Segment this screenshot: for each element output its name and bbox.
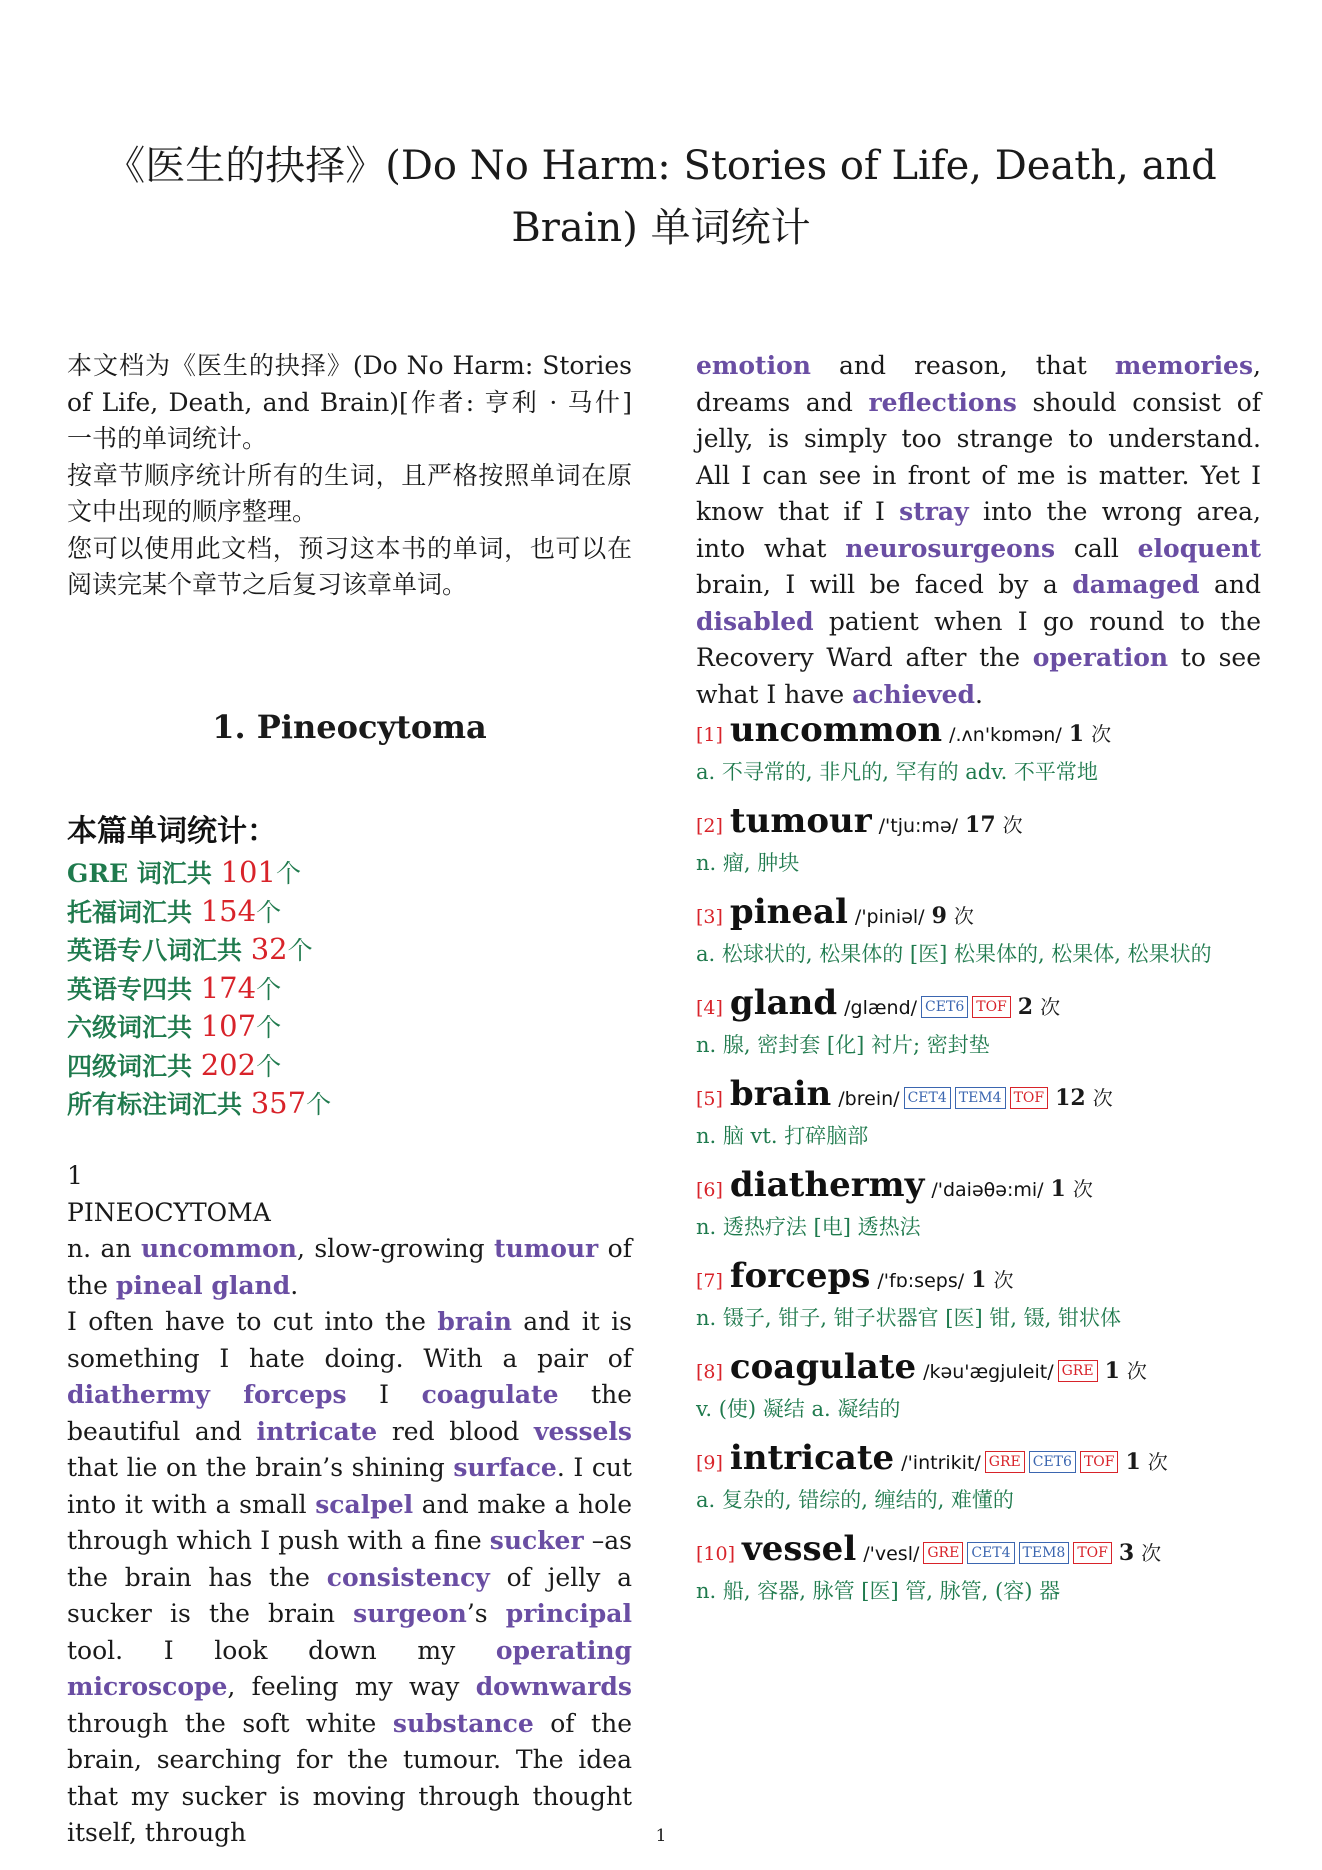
entry-index: [5]: [696, 1088, 723, 1110]
entry-head: [696, 983, 1261, 1028]
chapter-text: [67, 1158, 632, 1852]
entry-phonetic: /'piniəl/: [854, 906, 925, 928]
entry-phonetic: /brein/: [838, 1088, 900, 1110]
chapter-paragraph-continued: emotion and reason, that memories, dreams and reflections should consist of jelly, is simply too strange to understand. All I can see in front of me is matter. Yet I know that if I stray into the wrong area, into what neurosurgeons call eloquent brain, I will be faced by a damaged and disabled patient when I go round to the Recovery Ward after the operation to see what I have achieved.: [696, 351, 1261, 709]
stat-row: [67, 970, 632, 1009]
entry-count: 2: [1017, 994, 1034, 1020]
vocab-word: operation: [1032, 643, 1169, 672]
entry-count-unit: 次: [953, 904, 974, 928]
vocab-word: reflections: [868, 387, 1017, 417]
page-number: 1: [655, 1826, 667, 1846]
stat-count: 202: [200, 1047, 257, 1082]
entry-phonetic: /'daiəθə:mi/: [931, 1179, 1044, 1201]
entry-word: pineal: [729, 892, 848, 932]
vocab-word: disabled: [696, 606, 814, 636]
stat-count: 357: [250, 1086, 307, 1120]
entry-word: gland: [729, 983, 838, 1023]
vocab-word: neurosurgeons: [845, 533, 1056, 563]
entry-phonetic: /'intrikit/: [901, 1452, 981, 1474]
entry-head: [696, 1529, 1261, 1574]
chapter-title: 1. Pineocytoma: [212, 708, 487, 746]
stat-label: 托福词汇共: [67, 897, 201, 927]
stat-unit: 个: [256, 897, 282, 927]
stat-row: [67, 1008, 632, 1047]
vocab-word: coagulate: [421, 1380, 559, 1409]
entry-count-unit: 次: [1072, 1177, 1093, 1201]
stat-count: 174: [200, 970, 257, 1005]
left-column: [67, 348, 633, 1847]
word-entry: [696, 710, 1261, 789]
entry-count: 12: [1055, 1085, 1086, 1111]
stat-unit: 个: [275, 859, 301, 888]
entry-index: [9]: [696, 1452, 723, 1474]
entry-count-unit: 次: [1141, 1541, 1162, 1565]
vocab-word: sucker: [489, 1526, 584, 1555]
word-entry: [696, 1165, 1261, 1244]
word-entry: [696, 1529, 1261, 1608]
level-tag: TOF: [972, 996, 1011, 1018]
word-entry: [696, 1438, 1261, 1517]
stat-unit: 个: [306, 1090, 332, 1119]
vocab-word: diathermy forceps: [67, 1380, 347, 1409]
vocab-word: uncommon: [140, 1234, 297, 1263]
entry-phonetic: /glænd/: [844, 997, 918, 1019]
entry-index: [10]: [696, 1543, 736, 1565]
entry-head: [696, 1347, 1261, 1392]
stat-count: 32: [250, 932, 288, 966]
stat-row: [67, 931, 632, 970]
vocab-word: tumour: [494, 1234, 599, 1263]
entry-count: 1: [1125, 1449, 1141, 1475]
entry-definition: n. 镊子, 钳子, 钳子状器官 [医] 钳, 镊, 钳状体: [696, 1306, 1122, 1330]
level-tag: TOF: [1080, 1451, 1119, 1473]
stat-label: 六级词汇共: [67, 1013, 201, 1042]
entry-count-unit: 次: [1092, 1086, 1113, 1110]
word-entry: [696, 983, 1261, 1062]
level-tag: GRE: [985, 1451, 1025, 1473]
stat-row: [67, 1047, 632, 1086]
entry-count-unit: 次: [993, 1268, 1014, 1292]
vocab-word: stray: [899, 497, 969, 526]
stats-heading: 本篇单词统计：: [67, 814, 277, 849]
word-entry: [696, 1074, 1261, 1153]
stat-row: [67, 854, 632, 893]
entry-definition: n. 船, 容器, 脉管 [医] 管, 脉管, (容) 器: [696, 1579, 1061, 1603]
entry-count-unit: 次: [1091, 722, 1112, 746]
stat-label: 英语专四共: [67, 974, 201, 1004]
entry-word: tumour: [729, 801, 872, 841]
entry-count: 1: [1104, 1358, 1120, 1384]
vocab-word: principal: [505, 1599, 632, 1628]
level-tag: TOF: [1010, 1087, 1049, 1109]
entry-count: 1: [971, 1267, 987, 1293]
entry-word: coagulate: [729, 1347, 917, 1387]
entry-index: [3]: [696, 906, 723, 928]
stat-label: 四级词汇共: [67, 1051, 201, 1081]
intro: [67, 348, 632, 604]
entry-count: 17: [965, 812, 996, 838]
level-tag: TEM8: [1019, 1542, 1070, 1564]
stat-row: [67, 893, 632, 932]
entry-word: forceps: [729, 1256, 871, 1296]
entry-count: 9: [931, 903, 947, 929]
entry-definition: a. 复杂的, 错综的, 缠结的, 难懂的: [696, 1488, 1014, 1512]
vocab-word: surgeon: [353, 1599, 467, 1628]
vocab-word: damaged: [1072, 570, 1200, 599]
entry-index: [2]: [696, 815, 723, 837]
entry-count: 1: [1050, 1176, 1066, 1202]
entry-phonetic: /'tju:mə/: [878, 815, 959, 837]
entry-index: [6]: [696, 1179, 723, 1201]
chapter-paragraph: n. an uncommon, slow-growing tumour of the pineal gland. I often have to cut into the brain and it is something I hate doing. With a pair of diathermy forceps I coagulate the beautiful and intricate red blood vessels that lie on the brain’s shining surface. I cut into it with a small scalpel and make a hole through which I push with a fine sucker –as the brain has the consistency of jelly a sucker is the brain surgeon’s principal tool. I look down my operating microscope, feeling my way downwards through the soft white substance of the brain, searching for the tumour. The idea that my sucker is moving through thought itself, through: [67, 1234, 633, 1847]
vocab-word: intricate: [256, 1416, 378, 1446]
entry-word: vessel: [742, 1529, 857, 1569]
vocab-word: scalpel: [315, 1489, 414, 1519]
entry-phonetic: /kəu'ægjuleit/: [923, 1361, 1054, 1383]
level-tag: CET4: [904, 1087, 951, 1109]
level-tag: CET6: [921, 996, 968, 1018]
entry-definition: n. 瘤, 肿块: [696, 851, 800, 875]
entry-head: [696, 1165, 1261, 1210]
stat-label: GRE 词汇共: [67, 859, 221, 888]
chapter-number: 1: [67, 1161, 83, 1190]
vocab-word: achieved: [852, 679, 976, 709]
entry-word: intricate: [729, 1438, 895, 1478]
stats-list: [67, 854, 632, 1124]
entry-head: [696, 1256, 1261, 1301]
stat-count: 154: [200, 893, 257, 928]
entry-index: [8]: [696, 1361, 723, 1383]
page-title: 《医生的抉择》(Do No Harm: Stories of Life, Death, and Brain) 单词统计: [105, 143, 1217, 251]
entry-definition: a. 松球状的, 松果体的 [医] 松果体的, 松果体, 松果状的: [696, 942, 1212, 966]
vocab-word: memories: [1114, 351, 1254, 380]
vocab-word: downwards: [475, 1672, 632, 1701]
entry-phonetic: /'fɒ:seps/: [877, 1270, 965, 1292]
word-entry: [696, 1347, 1261, 1426]
intro-line: 您可以使用此文档，预习这本书的单词，也可以在阅读完某个章节之后复习该章单词。: [67, 533, 632, 599]
entry-head: [696, 710, 1261, 755]
vocab-word: operating microscope: [67, 1635, 632, 1701]
stat-count: 101: [220, 855, 276, 889]
level-tag: TEM4: [955, 1087, 1006, 1109]
stat-label: 英语专八词汇共: [67, 936, 251, 965]
entry-count: 1: [1068, 721, 1085, 747]
entry-count-unit: 次: [1040, 995, 1061, 1019]
entry-head: [696, 1438, 1261, 1483]
stat-unit: 个: [256, 1013, 282, 1042]
level-tag: TOF: [1073, 1542, 1112, 1564]
vocab-word: surface: [453, 1453, 557, 1482]
stat-count: 107: [200, 1009, 257, 1043]
intro-line: 本文档为《医生的抉择》(Do No Harm: Stories of Life, Death, and Brain)[作者: 亨利 · 马什] 一书的单词统计。: [67, 351, 632, 453]
vocab-word: pineal gland: [115, 1270, 291, 1300]
word-entry: [696, 892, 1261, 971]
entry-word: brain: [729, 1074, 832, 1114]
intro-line: 按章节顺序统计所有的生词，且严格按照单词在原文中出现的顺序整理。: [67, 460, 632, 526]
entry-count: 3: [1118, 1540, 1135, 1566]
word-entry: [696, 801, 1261, 880]
stat-unit: 个: [256, 974, 282, 1004]
vocab-word: brain: [437, 1307, 512, 1336]
entry-word: uncommon: [729, 710, 943, 750]
entry-count-unit: 次: [1126, 1359, 1147, 1383]
entry-definition: v. (使) 凝结 a. 凝结的: [696, 1397, 901, 1421]
stat-label: 所有标注词汇共: [67, 1090, 251, 1119]
vocab-word: consistency: [326, 1562, 490, 1592]
entry-definition: a. 不寻常的, 非凡的, 罕有的 adv. 不平常地: [696, 760, 1098, 784]
entry-count-unit: 次: [1147, 1450, 1168, 1474]
entry-head: [696, 801, 1261, 846]
level-tag: GRE: [923, 1542, 963, 1564]
word-entry: [696, 1256, 1261, 1335]
entry-definition: n. 脑 vt. 打碎脑部: [696, 1124, 869, 1148]
entry-definition: n. 透热疗法 [电] 透热法: [696, 1215, 921, 1239]
level-tag: CET4: [967, 1542, 1014, 1564]
vocab-word: emotion: [696, 351, 811, 380]
entry-phonetic: /.ʌn'kɒmən/: [949, 724, 1062, 746]
stat-unit: 个: [256, 1051, 282, 1081]
entry-index: [7]: [696, 1270, 723, 1292]
entry-head: [696, 892, 1261, 937]
entry-definition: n. 腺, 密封套 [化] 衬片; 密封垫: [696, 1033, 990, 1057]
entry-index: [4]: [696, 997, 723, 1019]
stat-row: [67, 1085, 632, 1124]
entry-phonetic: /'vesl/: [863, 1543, 920, 1565]
vocab-word: substance: [392, 1708, 534, 1738]
vocab-word: vessels: [533, 1416, 632, 1446]
chapter-heading: PINEOCYTOMA: [67, 1197, 271, 1227]
level-tag: CET6: [1029, 1451, 1076, 1473]
right-column: [696, 348, 1261, 1603]
entry-word: diathermy: [729, 1165, 925, 1205]
stat-unit: 个: [287, 936, 313, 965]
vocab-word: eloquent: [1137, 533, 1261, 563]
entry-head: [696, 1074, 1261, 1119]
level-tag: GRE: [1058, 1360, 1098, 1382]
stats-block: [67, 810, 632, 1124]
entry-index: [1]: [696, 724, 723, 746]
entry-count-unit: 次: [1002, 813, 1023, 837]
